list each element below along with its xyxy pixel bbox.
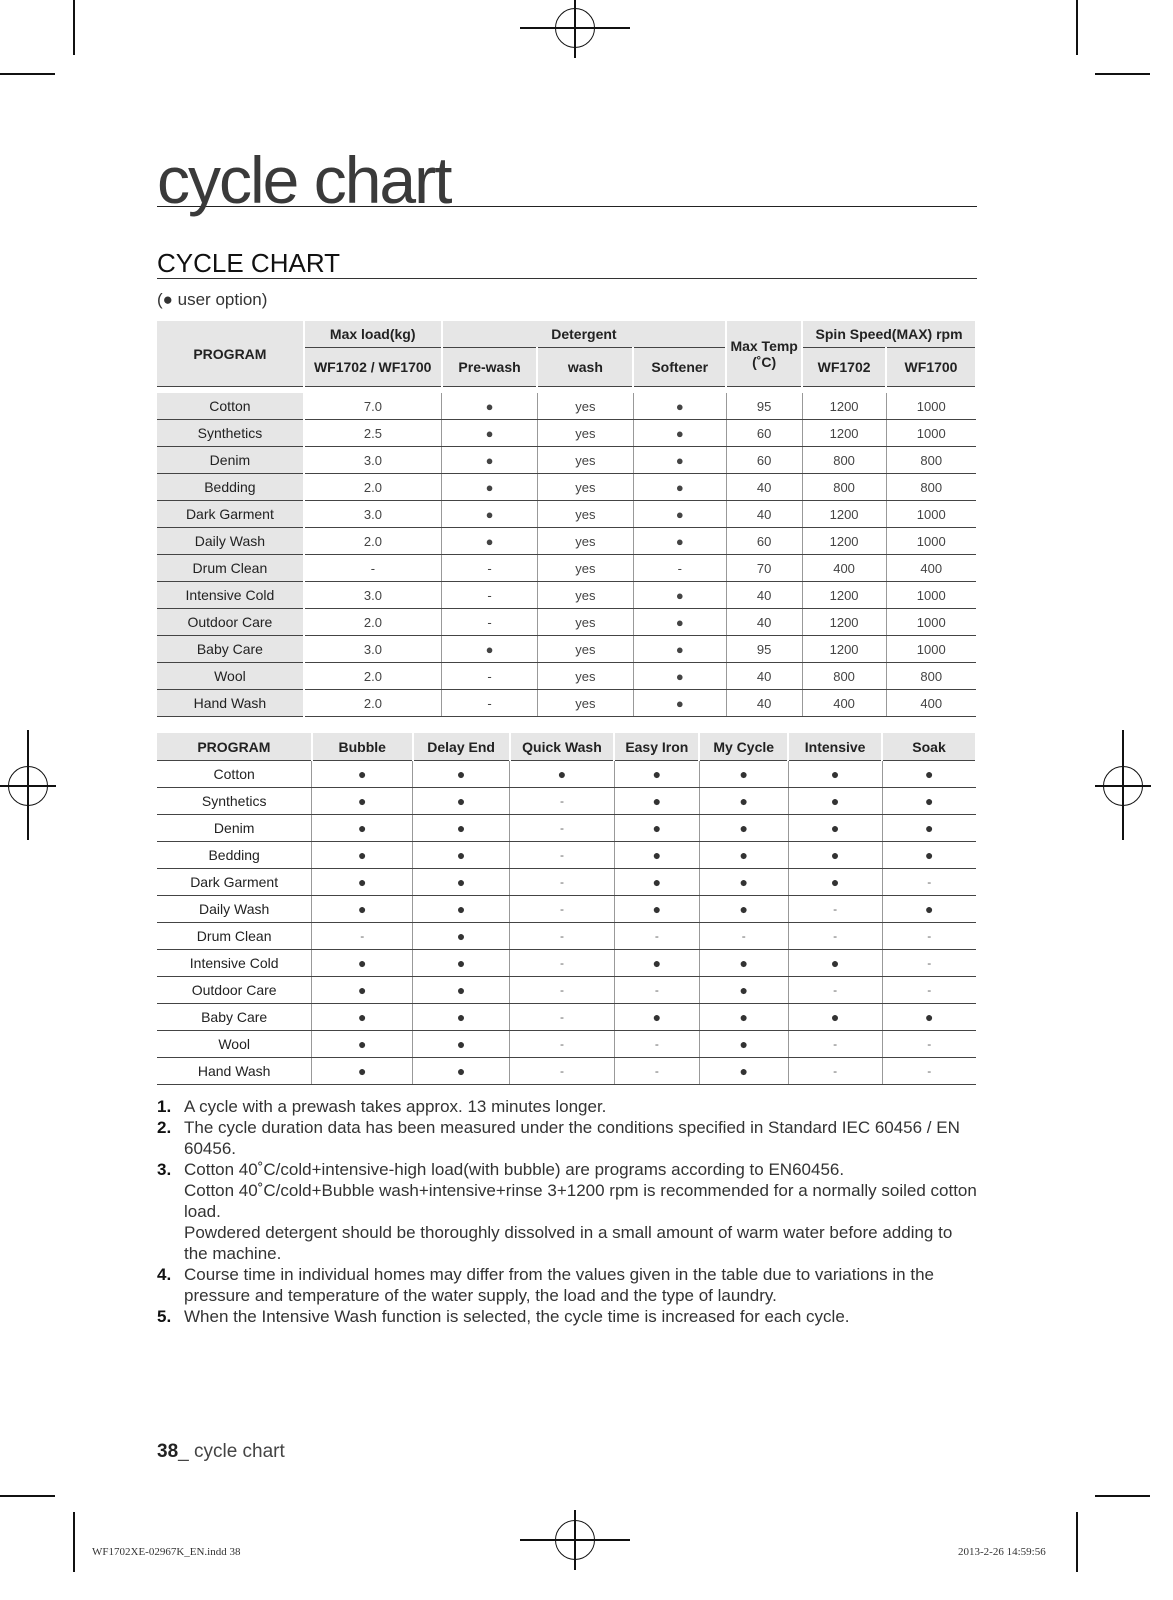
option-cell: ● (699, 977, 788, 1004)
option-cell: ● (614, 761, 699, 788)
option-cell: ● (413, 869, 510, 896)
print-slug-file: WF1702XE-02967K_EN.indd 38 (92, 1546, 241, 1558)
crop-mark (0, 1495, 55, 1497)
table-row (157, 923, 976, 950)
program-name: Daily Wash (157, 528, 304, 555)
program-name: Synthetics (157, 420, 304, 447)
option-cell: ● (413, 761, 510, 788)
note-text (184, 1096, 977, 1117)
option-cell: - (510, 1058, 615, 1085)
table-row (157, 393, 976, 420)
program-name: Denim (157, 447, 304, 474)
program-name: Cotton (157, 393, 304, 420)
option-cell: - (882, 1031, 976, 1058)
program-name: Baby Care (157, 1004, 312, 1031)
option-cell: ● (413, 896, 510, 923)
note-item (157, 1117, 977, 1159)
table-cell-load: 2.0 (304, 690, 442, 717)
option-cell: ● (882, 815, 976, 842)
table-cell-prewash: - (442, 690, 538, 717)
table-row (157, 420, 976, 447)
crop-mark (73, 1512, 75, 1572)
table-cell-prewash: - (442, 663, 538, 690)
table-cell-softener: ● (633, 636, 726, 663)
program-name: Intensive Cold (157, 582, 304, 609)
program-name: Wool (157, 1031, 312, 1058)
option-cell: - (882, 1058, 976, 1085)
table-cell-prewash: ● (442, 474, 538, 501)
option-cell: ● (312, 815, 413, 842)
note-line: Cotton 40˚C/cold+intensive-high load(with bubble) are programs according to EN60456. (184, 1160, 845, 1179)
table-cell-wash: yes (537, 474, 633, 501)
option-cell: ● (614, 788, 699, 815)
program-name: Hand Wash (157, 1058, 312, 1085)
note-text (184, 1264, 977, 1306)
table-row (157, 528, 976, 555)
header-option: Bubble (312, 733, 413, 761)
table-cell-load: 2.0 (304, 474, 442, 501)
table-cell-temp: 95 (726, 393, 802, 420)
table-row (157, 474, 976, 501)
table-cell-load: 2.5 (304, 420, 442, 447)
table-cell-softener: ● (633, 528, 726, 555)
program-name: Baby Care (157, 636, 304, 663)
option-cell: ● (699, 896, 788, 923)
section-title: CYCLE CHART (157, 248, 977, 279)
table-cell-load: - (304, 555, 442, 582)
option-cell: ● (312, 869, 413, 896)
option-cell: ● (699, 761, 788, 788)
option-cell: ● (413, 1004, 510, 1031)
table-cell-wash: yes (537, 636, 633, 663)
note-line: A cycle with a prewash takes approx. 13 minutes longer. (184, 1097, 607, 1116)
option-cell: ● (413, 788, 510, 815)
option-cell: ● (614, 869, 699, 896)
header-program: PROGRAM (157, 321, 304, 387)
table-cell-temp: 40 (726, 663, 802, 690)
table-cell-temp: 40 (726, 609, 802, 636)
table-cell-wash: yes (537, 528, 633, 555)
crop-mark (73, 0, 75, 55)
option-cell: ● (699, 950, 788, 977)
option-cell: ● (312, 977, 413, 1004)
table-row (157, 788, 976, 815)
program-name: Drum Clean (157, 923, 312, 950)
table-cell-load: 3.0 (304, 501, 442, 528)
table-cell-temp: 70 (726, 555, 802, 582)
table-row (157, 977, 976, 1004)
table-cell-wash: yes (537, 555, 633, 582)
option-cell: ● (614, 950, 699, 977)
table-cell-wash: yes (537, 420, 633, 447)
table-cell-wash: yes (537, 393, 633, 420)
header-option: Easy Iron (614, 733, 699, 761)
table-cell-softener: ● (633, 474, 726, 501)
option-cell: ● (614, 815, 699, 842)
table-cell-spin1702: 1200 (802, 393, 886, 420)
program-name: Cotton (157, 761, 312, 788)
option-cell: ● (788, 1004, 882, 1031)
note-number: 1. (157, 1097, 172, 1116)
option-cell: - (699, 923, 788, 950)
table-cell-load: 3.0 (304, 447, 442, 474)
note-number: 3. (157, 1160, 172, 1179)
table-cell-softener: ● (633, 447, 726, 474)
table-row (157, 1058, 976, 1085)
table-cell-load: 3.0 (304, 636, 442, 663)
max-temp-label: Max Temp (730, 337, 798, 354)
note-item (157, 1096, 977, 1117)
program-name: Outdoor Care (157, 977, 312, 1004)
page-footer (157, 1441, 285, 1463)
header-pre-wash: Pre-wash (442, 348, 538, 387)
program-name: Drum Clean (157, 555, 304, 582)
table-cell-spin1702: 1200 (802, 609, 886, 636)
option-cell: - (788, 1031, 882, 1058)
option-cell: - (882, 950, 976, 977)
note-line: The cycle duration data has been measured under the conditions specified in Standard IEC 60456 / EN 60456. (184, 1118, 960, 1158)
header-option: My Cycle (699, 733, 788, 761)
table-cell-spin1702: 400 (802, 690, 886, 717)
option-cell: ● (699, 869, 788, 896)
cycle-spec-table (157, 321, 977, 717)
table-cell-temp: 95 (726, 636, 802, 663)
table-cell-load: 2.0 (304, 528, 442, 555)
registration-mark-line (574, 0, 576, 58)
table-cell-temp: 60 (726, 447, 802, 474)
option-cell: - (614, 977, 699, 1004)
option-cell: ● (312, 1058, 413, 1085)
option-cell: - (510, 950, 615, 977)
table-cell-temp: 60 (726, 420, 802, 447)
note-text (184, 1306, 977, 1327)
table-row (157, 1031, 976, 1058)
table-row (157, 555, 976, 582)
option-cell: - (882, 869, 976, 896)
program-name: Denim (157, 815, 312, 842)
header-wash: wash (537, 348, 633, 387)
table-cell-prewash: - (442, 609, 538, 636)
table-cell-spin1702: 1200 (802, 501, 886, 528)
table-cell-wash: yes (537, 690, 633, 717)
option-cell: ● (699, 1058, 788, 1085)
table-row (157, 869, 976, 896)
table-row (157, 842, 976, 869)
table-cell-spin1700: 1000 (886, 501, 976, 528)
registration-mark-line (1122, 730, 1124, 840)
program-name: Bedding (157, 842, 312, 869)
page-number: 38 (157, 1441, 179, 1462)
option-cell: ● (882, 761, 976, 788)
registration-mark-line (27, 730, 29, 840)
option-cell: ● (312, 761, 413, 788)
table-cell-prewash: ● (442, 447, 538, 474)
program-name: Daily Wash (157, 896, 312, 923)
table-cell-softener: ● (633, 501, 726, 528)
table-cell-spin1700: 1000 (886, 636, 976, 663)
option-cell: ● (788, 869, 882, 896)
option-cell: ● (699, 842, 788, 869)
table-cell-prewash: ● (442, 636, 538, 663)
header-program: PROGRAM (157, 733, 312, 761)
table-cell-wash: yes (537, 501, 633, 528)
table-cell-spin1700: 400 (886, 690, 976, 717)
table-cell-prewash: - (442, 582, 538, 609)
table-cell-load: 3.0 (304, 582, 442, 609)
option-cell: - (882, 923, 976, 950)
program-name: Dark Garment (157, 501, 304, 528)
table-row (157, 950, 976, 977)
table-cell-load: 2.0 (304, 609, 442, 636)
table-row (157, 447, 976, 474)
option-cell: - (510, 815, 615, 842)
option-cell: - (614, 923, 699, 950)
option-cell: - (312, 923, 413, 950)
option-cell: ● (614, 842, 699, 869)
table-cell-wash: yes (537, 447, 633, 474)
table-cell-temp: 40 (726, 474, 802, 501)
table-cell-spin1700: 800 (886, 663, 976, 690)
option-cell: ● (788, 761, 882, 788)
registration-mark-line (574, 1510, 576, 1570)
table-row (157, 582, 976, 609)
table-cell-prewash: - (442, 555, 538, 582)
table-cell-temp: 60 (726, 528, 802, 555)
header-softener: Softener (633, 348, 726, 387)
header-detergent: Detergent (442, 321, 727, 348)
table-cell-temp: 40 (726, 690, 802, 717)
option-cell: ● (788, 950, 882, 977)
table-row (157, 636, 976, 663)
option-cell: - (788, 896, 882, 923)
program-name: Hand Wash (157, 690, 304, 717)
table-row (157, 609, 976, 636)
crop-mark (1095, 1495, 1150, 1497)
option-cell: ● (699, 1031, 788, 1058)
page-label: _ cycle chart (178, 1441, 285, 1462)
table-cell-wash: yes (537, 663, 633, 690)
option-cell: ● (699, 1004, 788, 1031)
crop-mark (0, 73, 55, 75)
table-cell-spin1702: 800 (802, 447, 886, 474)
program-name: Dark Garment (157, 869, 312, 896)
option-cell: - (510, 977, 615, 1004)
option-cell: ● (413, 1058, 510, 1085)
note-line: Cotton 40˚C/cold+Bubble wash+intensive+rinse 3+1200 rpm is recommended for a normally soiled cotton load. (184, 1181, 977, 1221)
option-cell: ● (413, 842, 510, 869)
crop-mark (1076, 1512, 1078, 1572)
max-temp-unit: (˚C) (752, 353, 777, 370)
option-cell: - (788, 923, 882, 950)
option-cell: ● (413, 815, 510, 842)
option-cell: ● (413, 1031, 510, 1058)
table-cell-spin1700: 1000 (886, 528, 976, 555)
table-cell-softener: ● (633, 663, 726, 690)
option-cell: ● (788, 788, 882, 815)
header-model-both: WF1702 / WF1700 (304, 348, 442, 387)
option-cell: - (788, 1058, 882, 1085)
header-option: Soak (882, 733, 976, 761)
table-row (157, 896, 976, 923)
table-cell-temp: 40 (726, 582, 802, 609)
table-cell-prewash: ● (442, 528, 538, 555)
table-cell-spin1700: 1000 (886, 420, 976, 447)
program-name: Synthetics (157, 788, 312, 815)
table-cell-spin1700: 400 (886, 555, 976, 582)
option-cell: ● (312, 1031, 413, 1058)
option-cell: ● (614, 896, 699, 923)
note-text (184, 1117, 977, 1159)
option-cell: ● (312, 788, 413, 815)
header-spin-speed: Spin Speed(MAX) rpm (802, 321, 976, 348)
option-cell: ● (413, 923, 510, 950)
table-cell-spin1700: 800 (886, 474, 976, 501)
table-cell-temp: 40 (726, 501, 802, 528)
note-item (157, 1159, 977, 1264)
crop-mark (1076, 0, 1078, 55)
table-cell-load: 2.0 (304, 663, 442, 690)
table-row (157, 690, 976, 717)
header-wf1702: WF1702 (802, 348, 886, 387)
option-cell: ● (614, 1004, 699, 1031)
note-number: 4. (157, 1265, 172, 1284)
option-cell: - (510, 869, 615, 896)
header-option: Quick Wash (510, 733, 615, 761)
note-item (157, 1264, 977, 1306)
note-line: Course time in individual homes may differ from the values given in the table due to variations in the pressure and temperature of the water supply, the load and the type of laundry. (184, 1265, 934, 1305)
program-name: Outdoor Care (157, 609, 304, 636)
option-cell: ● (882, 896, 976, 923)
option-cell: - (510, 788, 615, 815)
table-cell-load: 7.0 (304, 393, 442, 420)
table-row (157, 501, 976, 528)
program-name: Bedding (157, 474, 304, 501)
option-cell: ● (699, 815, 788, 842)
header-wf1700: WF1700 (886, 348, 976, 387)
table-cell-softener: ● (633, 690, 726, 717)
table-cell-wash: yes (537, 582, 633, 609)
table-cell-spin1700: 1000 (886, 609, 976, 636)
table-cell-spin1702: 400 (802, 555, 886, 582)
table-cell-spin1702: 800 (802, 474, 886, 501)
note-item (157, 1306, 977, 1327)
option-cell: ● (312, 896, 413, 923)
option-cell: ● (510, 761, 615, 788)
table-cell-softener: ● (633, 582, 726, 609)
option-cell: - (510, 923, 615, 950)
table-row (157, 663, 976, 690)
option-cell: ● (699, 788, 788, 815)
note-number: 5. (157, 1307, 172, 1326)
note-line: Powdered detergent should be thoroughly dissolved in a small amount of warm water before adding to the machine. (184, 1223, 953, 1263)
option-cell: ● (882, 788, 976, 815)
option-cell: ● (882, 842, 976, 869)
option-cell: - (788, 977, 882, 1004)
program-name: Wool (157, 663, 304, 690)
note-text (184, 1159, 977, 1264)
table-cell-softener: ● (633, 609, 726, 636)
legend-note: (● user option) (157, 290, 268, 309)
note-line: When the Intensive Wash function is selected, the cycle time is increased for each cycle. (184, 1307, 850, 1326)
table-cell-spin1702: 1200 (802, 636, 886, 663)
print-slug-timestamp: 2013-2-26 14:59:56 (958, 1546, 1046, 1558)
table-cell-spin1700: 800 (886, 447, 976, 474)
option-cell: ● (413, 950, 510, 977)
option-cell: - (614, 1031, 699, 1058)
header-option: Intensive (788, 733, 882, 761)
header-option: Delay End (413, 733, 510, 761)
header-max-load: Max load(kg) (304, 321, 442, 348)
option-cell: - (614, 1058, 699, 1085)
table-cell-spin1700: 1000 (886, 393, 976, 420)
table-row (157, 815, 976, 842)
option-cell: ● (882, 1004, 976, 1031)
option-cell: ● (312, 842, 413, 869)
option-cell: ● (413, 977, 510, 1004)
option-cell: - (882, 977, 976, 1004)
crop-mark (1095, 73, 1150, 75)
table-cell-spin1702: 1200 (802, 582, 886, 609)
table-cell-spin1702: 1200 (802, 420, 886, 447)
cycle-options-table (157, 733, 977, 1085)
option-cell: ● (788, 842, 882, 869)
program-name: Intensive Cold (157, 950, 312, 977)
table-cell-spin1702: 800 (802, 663, 886, 690)
option-cell: ● (312, 1004, 413, 1031)
option-cell: - (510, 896, 615, 923)
option-cell: - (510, 1004, 615, 1031)
table-cell-spin1700: 1000 (886, 582, 976, 609)
table-cell-softener: ● (633, 393, 726, 420)
table-row (157, 761, 976, 788)
option-cell: - (510, 842, 615, 869)
table-cell-softener: - (633, 555, 726, 582)
table-cell-prewash: ● (442, 501, 538, 528)
header-max-temp (726, 321, 802, 387)
option-cell: - (510, 1031, 615, 1058)
table-row (157, 1004, 976, 1031)
notes-list (157, 1096, 977, 1327)
table-cell-prewash: ● (442, 393, 538, 420)
document-title: cycle chart (157, 140, 977, 207)
table-cell-softener: ● (633, 420, 726, 447)
option-cell: ● (788, 815, 882, 842)
note-number: 2. (157, 1118, 172, 1137)
table-cell-wash: yes (537, 609, 633, 636)
option-cell: ● (312, 950, 413, 977)
table-cell-prewash: ● (442, 420, 538, 447)
table-cell-spin1702: 1200 (802, 528, 886, 555)
